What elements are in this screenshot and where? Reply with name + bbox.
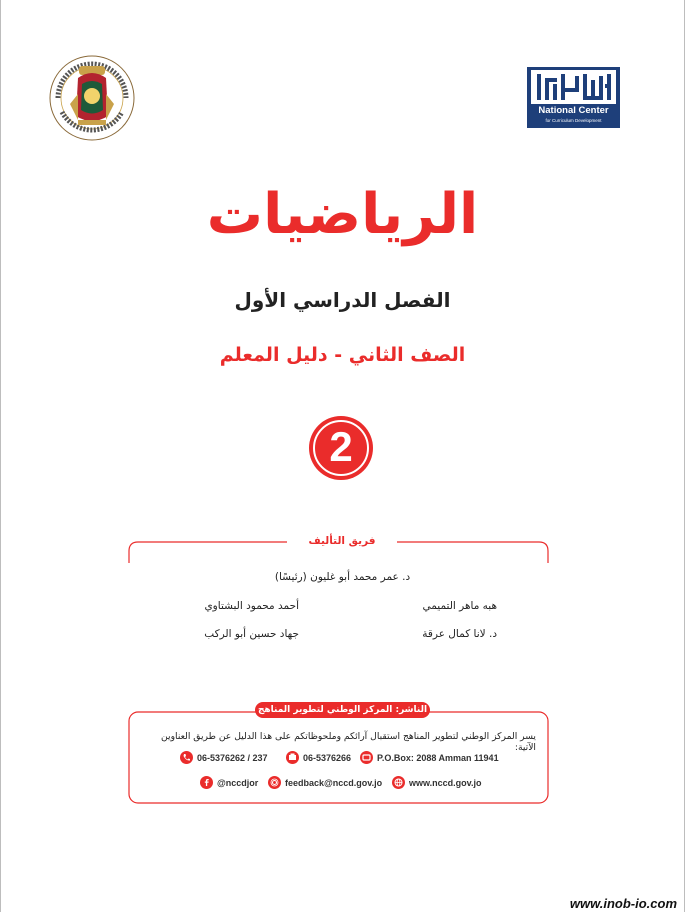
site-watermark: www.inob-io.com xyxy=(569,896,677,911)
globe-icon xyxy=(392,776,405,789)
author-name: د. لانا كمال عرقة xyxy=(422,628,497,640)
contact-email-text[interactable]: feedback@nccd.gov.jo xyxy=(285,778,383,788)
book-title: الرياضيات xyxy=(206,182,479,247)
contact-phone xyxy=(180,751,268,765)
contact-facebook xyxy=(200,776,258,790)
contact-pobox xyxy=(360,751,499,765)
contact-fax xyxy=(286,751,351,765)
authors-heading: فريق التأليف xyxy=(287,533,397,549)
email-at-icon xyxy=(268,776,281,789)
contact-phone-text: 06-5376262 / 237 xyxy=(197,753,268,763)
contact-facebook-text[interactable]: @nccdjor xyxy=(217,778,259,788)
author-name: أحمد محمود البشتاوي xyxy=(204,600,299,612)
publisher-note: يسر المركز الوطني لتطوير المناهج استقبال آرائكم وملحوظاتكم على هذا الدليل عن طريق العناوين الآتية: xyxy=(161,731,536,753)
contact-website xyxy=(392,776,482,790)
mailbox-icon xyxy=(360,751,373,764)
nccd-logo-subtitle: for Curriculum Development xyxy=(545,118,602,123)
fax-icon xyxy=(286,751,299,764)
author-name: هبه ماهر التميمي xyxy=(422,600,497,612)
contact-website-text[interactable]: www.nccd.gov.jo xyxy=(409,778,482,788)
grade-number: 2 xyxy=(329,423,353,470)
ministry-emblem-icon xyxy=(48,54,136,142)
contact-email xyxy=(268,776,382,790)
nccd-calligraphy-icon xyxy=(531,70,616,104)
phone-icon xyxy=(180,751,193,764)
nccd-logo-name: National Center xyxy=(538,105,609,116)
semester-label: الفصل الدراسي الأول xyxy=(234,288,451,312)
author-lead: د. عمر محمد أبو غليون (رئيسًا) xyxy=(274,571,411,583)
publisher-heading: الناشر: المركز الوطني لتطوير المناهج xyxy=(255,702,430,718)
author-name: جهاد حسين أبو الركب xyxy=(204,628,299,640)
grade-label: الصف الثاني - دليل المعلم xyxy=(219,344,466,366)
contact-pobox-text: P.O.Box: 2088 Amman 11941 xyxy=(377,753,499,763)
nccd-logo xyxy=(527,67,620,128)
contact-fax-text: 06-5376266 xyxy=(303,753,352,763)
facebook-icon xyxy=(200,776,213,789)
